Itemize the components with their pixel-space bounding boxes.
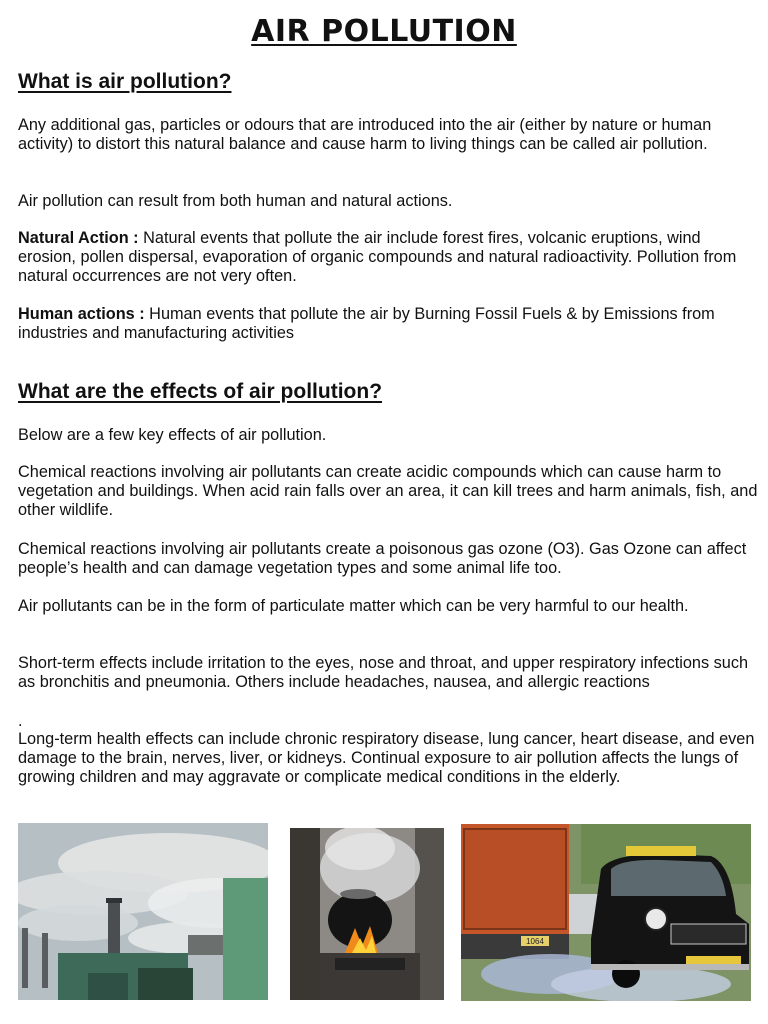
human-action-label: Human actions : — [18, 305, 145, 323]
truck-plate-number: 1064 — [526, 937, 544, 946]
vehicle-exhaust-photo — [461, 824, 751, 1001]
section-heading-what-is: What is air pollution? — [18, 70, 232, 93]
short-term-paragraph: Short-term effects include irritation to the eyes, nose and throat, and upper respiratory infections such as bronchitis and pneumonia. Others include headaches, nausea, and allergic reactions — [18, 654, 749, 692]
factory-smoke-photo — [18, 823, 268, 1000]
page-title: AIR POLLUTION — [251, 14, 517, 49]
human-action-paragraph — [18, 305, 758, 343]
wood-stove-fire-photo — [290, 828, 444, 1000]
natural-action-paragraph — [18, 229, 758, 287]
natural-action-label: Natural Action : — [18, 229, 139, 247]
ozone-paragraph: Chemical reactions involving air pollutants create a poisonous gas ozone (O3). Gas Ozone can affect people’s health and can damage vegetation types and some animal life too. — [18, 540, 747, 578]
definition-paragraph: Any additional gas, particles or odours that are introduced into the air (either by nature or human activity) to distort this natural balance and cause harm to living things can be called air pollution. — [18, 116, 712, 154]
separator-dot: . — [18, 712, 23, 730]
natural-action-text: Natural events that pollute the air include forest fires, volcanic eruptions, wind erosion, pollen dispersal, evaporation of organic compounds and natural radioactivity. Pollution from natural occurrences are not very often. — [18, 229, 737, 286]
section-heading-effects: What are the effects of air pollution? — [18, 380, 383, 403]
long-term-paragraph: Long-term health effects can include chronic respiratory disease, lung cancer, heart disease, and even damage to the brain, nerves, liver, or kidneys. Continual exposure to air pollution affects the lungs of growing children and may aggravate or complicate medical conditions in the elderly. — [18, 730, 755, 787]
effects-intro: Below are a few key effects of air pollution. — [18, 426, 327, 444]
particulate-paragraph: Air pollutants can be in the form of particulate matter which can be very harmful to our health. — [18, 597, 689, 615]
acid-rain-paragraph: Chemical reactions involving air pollutants can create acidic compounds which can cause harm to vegetation and buildings. When acid rain falls over an area, it can kill trees and harm animals, fish, and other wildlife. — [18, 463, 758, 520]
causes-paragraph: Air pollution can result from both human and natural actions. — [18, 192, 453, 210]
human-action-text: Human events that pollute the air by Burning Fossil Fuels & by Emissions from industries and manufacturing activities — [18, 305, 715, 343]
